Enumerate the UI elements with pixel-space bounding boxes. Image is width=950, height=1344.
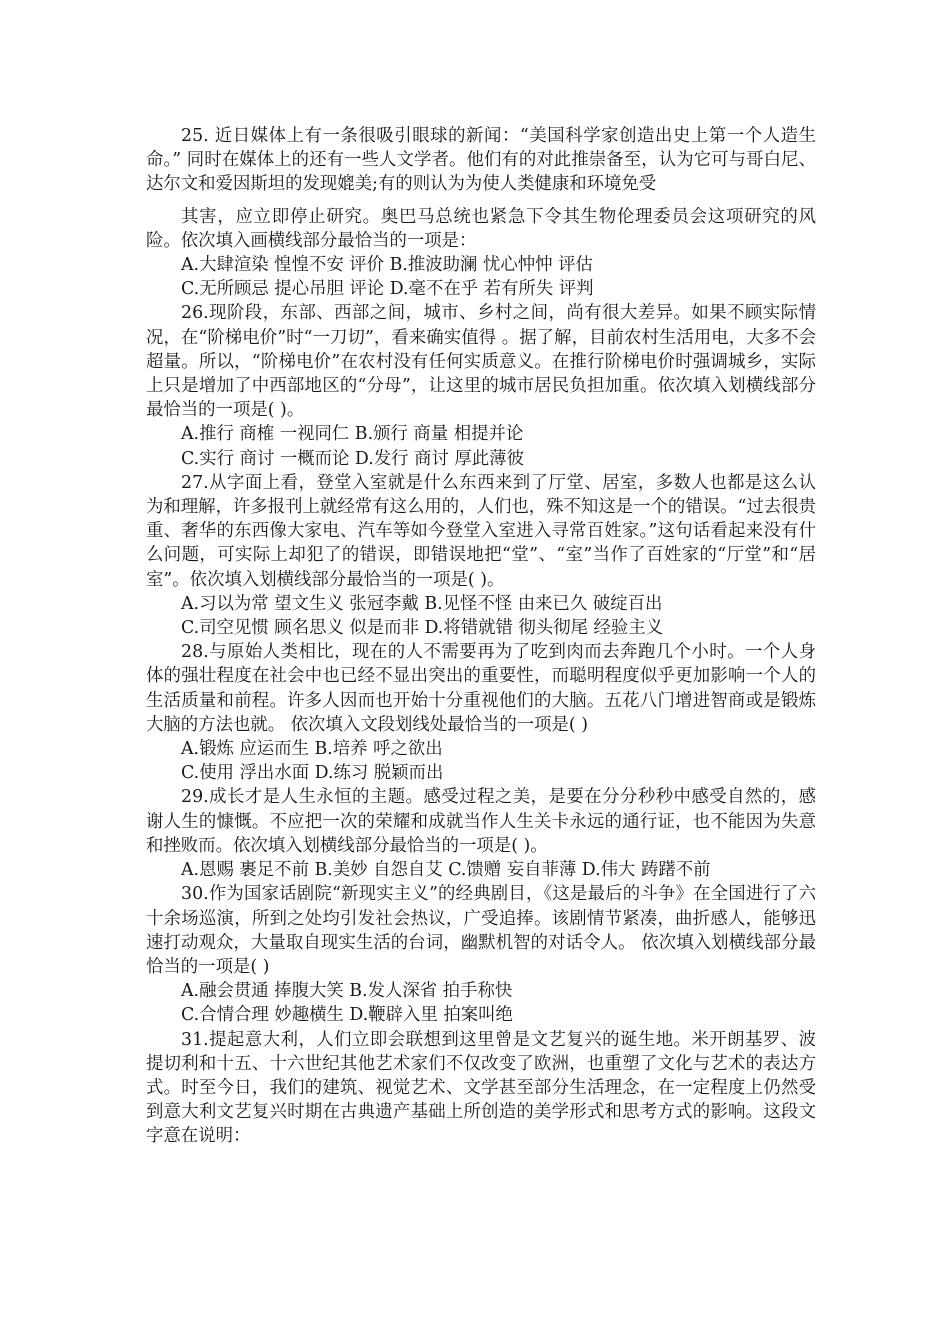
q26-stem: 26.现阶段，东部、西部之间，城市、乡村之间，尚有很大差异。如果不顾实际情况，在“阶梯电价”时“一刀切”，看来确实值得 。据了解，目前农村生活用电，大多不会超量。所以，“阶梯电价”在农村没有任何实质意义。在推行阶梯电价时强调城乡，实际上只是增加了中西部地区的“分母”，让这里的城市居民负担加重。依次填入划横线部分最恰当的一项是( )。: [146, 303, 816, 421]
q26-options-cd: C.实行 商讨 一概而论 D.发行 商讨 厚此薄彼: [181, 448, 524, 469]
document-page: [146, 124, 816, 1149]
q29-options: A.恩赐 裹足不前 B.美妙 自怨自艾 C.馈赠 妄自菲薄 D.伟大 踌躇不前: [181, 860, 711, 881]
q25-stem-continued: 其害，应立即停止研究。奥巴马总统也紧急下令其生物伦理委员会这项研究的风险。依次填入画横线部分最恰当的一项是：: [146, 206, 816, 251]
q27-options-cd: C.司空见惯 顾名思义 似是而非 D.将错就错 彻头彻尾 经验主义: [181, 618, 664, 639]
q28-options-ab: A.锻炼 应运而生 B.培养 呼之欲出: [181, 739, 443, 760]
q25-options-ab: A.大肆渲染 惶惶不安 评价 B.推波助澜 忧心忡忡 评估: [181, 255, 593, 276]
q26-options-ab: A.推行 商榷 一视同仁 B.颁行 商量 相提并论: [181, 424, 524, 445]
q31-stem: 31.提起意大利，人们立即会联想到这里曾是文艺复兴的诞生地。米开朗基罗、波提切利和十五、十六世纪其他艺术家们不仅改变了欧洲，也重塑了文化与艺术的表达方式。时至今日，我们的建筑、视觉艺术、文学甚至部分生活理念，在一定程度上仍然受到意大利文艺复兴时期在古典遗产基础上所创造的美学形式和思考方式的影响。这段文字意在说明：: [146, 1029, 816, 1147]
q25-stem: 25. 近日媒体上有一条很吸引眼球的新闻：“美国科学家创造出史上第一个人造生命。” 同时在媒体上的还有一些人文学者。他们有的对此推崇备至，认为它可与哥白尼、达尔文和爱因斯坦的发现媲美;有的则认为为使人类健康和环境免受: [146, 126, 816, 195]
q28-stem: 28.与原始人类相比，现在的人不需要再为了吃到肉而去奔跑几个小时。一个人身体的强壮程度在社会中也已经不显出突出的重要性，而聪明程度似乎更加影响一个人的生活质量和前程。许多人因而也开始十分重视他们的大脑。五花八门增进智商或是锻炼大脑的方法也就。 依次填入文段划线处最恰当的一项是( ): [146, 642, 816, 735]
q28-options-cd: C.使用 浮出水面 D.练习 脱颖而出: [181, 763, 444, 784]
q30-stem: 30.作为国家话剧院“新现实主义”的经典剧目，《这是最后的斗争》在全国进行了六十余场巡演，所到之处均引发社会热议，广受追捧。该剧情节紧凑，曲折感人，能够迅速打动观众，大量取自现实生活的台词，幽默机智的对话令人。 依次填入划横线部分最恰当的一项是( ): [146, 884, 816, 977]
q29-stem: 29.成长才是人生永恒的主题。感受过程之美，是要在分分秒秒中感受自然的，感谢人生的慷慨。不应把一次的荣耀和成就当作人生关卡永远的通行证，也不能因为失意和挫败而。依次填入划横线部分最恰当的一项是( )。: [146, 787, 816, 856]
q25-options-cd: C.无所顾忌 提心吊胆 评论 D.毫不在乎 若有所失 评判: [181, 279, 594, 300]
q27-stem: 27.从字面上看，登堂入室就是什么东西来到了厅堂、居室，多数人也都是这么认为和理解，许多报刊上就经常有这么用的，人们也，殊不知这是一个的错误。“过去很贵重、奢华的东西像大家电、汽车等如今登堂入室进入寻常百姓家。”这句话看起来没有什么问题，可实际上却犯了的错误，即错误地把“堂”、“室”当作了百姓家的“厅堂”和“居室”。依次填入划横线部分最恰当的一项是( )。: [146, 472, 816, 590]
q27-options-ab: A.习以为常 望文生义 张冠李戴 B.见怪不怪 由来已久 破绽百出: [181, 593, 663, 614]
q30-options-cd: C.合情合理 妙趣横生 D.鞭辟入里 拍案叫绝: [181, 1005, 513, 1026]
q30-options-ab: A.融会贯通 捧腹大笑 B.发人深省 拍手称快: [181, 981, 513, 1002]
